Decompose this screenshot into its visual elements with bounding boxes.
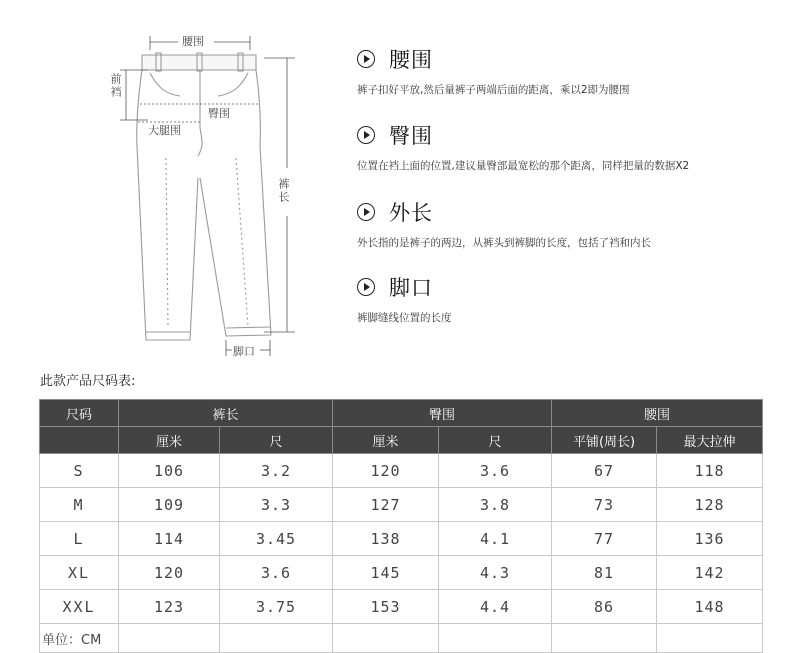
table-cell: 86 — [552, 590, 657, 624]
guide-description: 裤脚缝线位置的长度 — [357, 312, 452, 324]
pants-length-label: 裤长 — [277, 178, 290, 204]
unit-header: 最大拉伸 — [657, 427, 763, 454]
table-cell: 127 — [333, 488, 439, 522]
table-row — [40, 556, 763, 590]
table-cell: 3.6 — [439, 454, 552, 488]
table-cell: 73 — [552, 488, 657, 522]
table-cell: 67 — [552, 454, 657, 488]
unit-note: 单位：CM — [40, 624, 119, 653]
table-cell: 81 — [552, 556, 657, 590]
table-cell: 77 — [552, 522, 657, 556]
empty-cell — [552, 624, 657, 653]
table-cell: 118 — [657, 454, 763, 488]
play-circle-icon — [357, 50, 375, 68]
table-cell: 123 — [119, 590, 220, 624]
guide-item-leg-opening — [357, 272, 452, 325]
table-cell: 4.3 — [439, 556, 552, 590]
table-cell: 3.8 — [439, 488, 552, 522]
table-row — [40, 488, 763, 522]
table-row — [40, 522, 763, 556]
guide-title: 外长 — [389, 201, 433, 225]
table-cell: 3.3 — [220, 488, 333, 522]
table-subheader-row — [40, 427, 763, 454]
table-cell: 128 — [657, 488, 763, 522]
size-cell: L — [40, 522, 119, 556]
guide-title: 臀围 — [389, 124, 433, 148]
table-cell: 120 — [333, 454, 439, 488]
empty-cell — [333, 624, 439, 653]
unit-header: 厘米 — [333, 427, 439, 454]
size-cell: XL — [40, 556, 119, 590]
guide-item-hip — [357, 120, 689, 173]
empty-cell — [220, 624, 333, 653]
leg-opening-label: 脚口 — [233, 345, 255, 358]
size-cell: S — [40, 454, 119, 488]
waist-label: 腰围 — [182, 35, 204, 48]
size-table — [39, 399, 763, 653]
play-circle-icon — [357, 203, 375, 221]
hip-label: 臀围 — [208, 107, 230, 120]
empty-cell — [657, 624, 763, 653]
guide-description: 外长指的是裤子的两边，从裤头到裤脚的长度，包括了裆和内长 — [357, 237, 651, 249]
unit-header: 厘米 — [119, 427, 220, 454]
pants-diagram — [100, 28, 320, 363]
table-row — [40, 590, 763, 624]
table-cell: 3.75 — [220, 590, 333, 624]
guide-description: 裤子扣好平放,然后量裤子两端后面的距离，乘以2即为腰围 — [357, 84, 630, 96]
table-cell: 3.2 — [220, 454, 333, 488]
play-circle-icon — [357, 126, 375, 144]
unit-header: 尺 — [220, 427, 333, 454]
unit-header: 平铺(周长) — [552, 427, 657, 454]
empty-header-cell — [40, 427, 119, 454]
guide-title: 腰围 — [389, 48, 433, 72]
guide-item-outer-length — [357, 197, 651, 250]
table-cell: 138 — [333, 522, 439, 556]
hip-header: 臀围 — [333, 400, 552, 427]
table-cell: 142 — [657, 556, 763, 590]
table-cell: 136 — [657, 522, 763, 556]
table-cell: 106 — [119, 454, 220, 488]
table-cell: 4.1 — [439, 522, 552, 556]
table-cell: 145 — [333, 556, 439, 590]
play-circle-icon — [357, 278, 375, 296]
front-rise-label: 前裆 — [109, 73, 122, 99]
table-cell: 148 — [657, 590, 763, 624]
guide-description: 位置在裆上面的位置,建议量臀部最宽松的那个距离，同样把量的数据X2 — [357, 160, 690, 172]
table-header-row — [40, 400, 763, 427]
table-cell: 114 — [119, 522, 220, 556]
size-cell: XXL — [40, 590, 119, 624]
size-table-caption: 此款产品尺码表: — [40, 374, 136, 389]
pants-length-header: 裤长 — [119, 400, 333, 427]
table-cell: 3.6 — [220, 556, 333, 590]
table-cell: 3.45 — [220, 522, 333, 556]
guide-title: 脚口 — [389, 276, 433, 300]
table-cell: 109 — [119, 488, 220, 522]
size-cell: M — [40, 488, 119, 522]
empty-cell — [119, 624, 220, 653]
unit-header: 尺 — [439, 427, 552, 454]
guide-item-waist — [357, 44, 630, 97]
thigh-label: 大腿围 — [148, 124, 181, 137]
table-cell: 153 — [333, 590, 439, 624]
table-row — [40, 454, 763, 488]
unit-note-row — [40, 624, 763, 653]
table-cell: 4.4 — [439, 590, 552, 624]
size-column-header: 尺码 — [40, 400, 119, 427]
table-cell: 120 — [119, 556, 220, 590]
empty-cell — [439, 624, 552, 653]
waist-header: 腰围 — [552, 400, 763, 427]
